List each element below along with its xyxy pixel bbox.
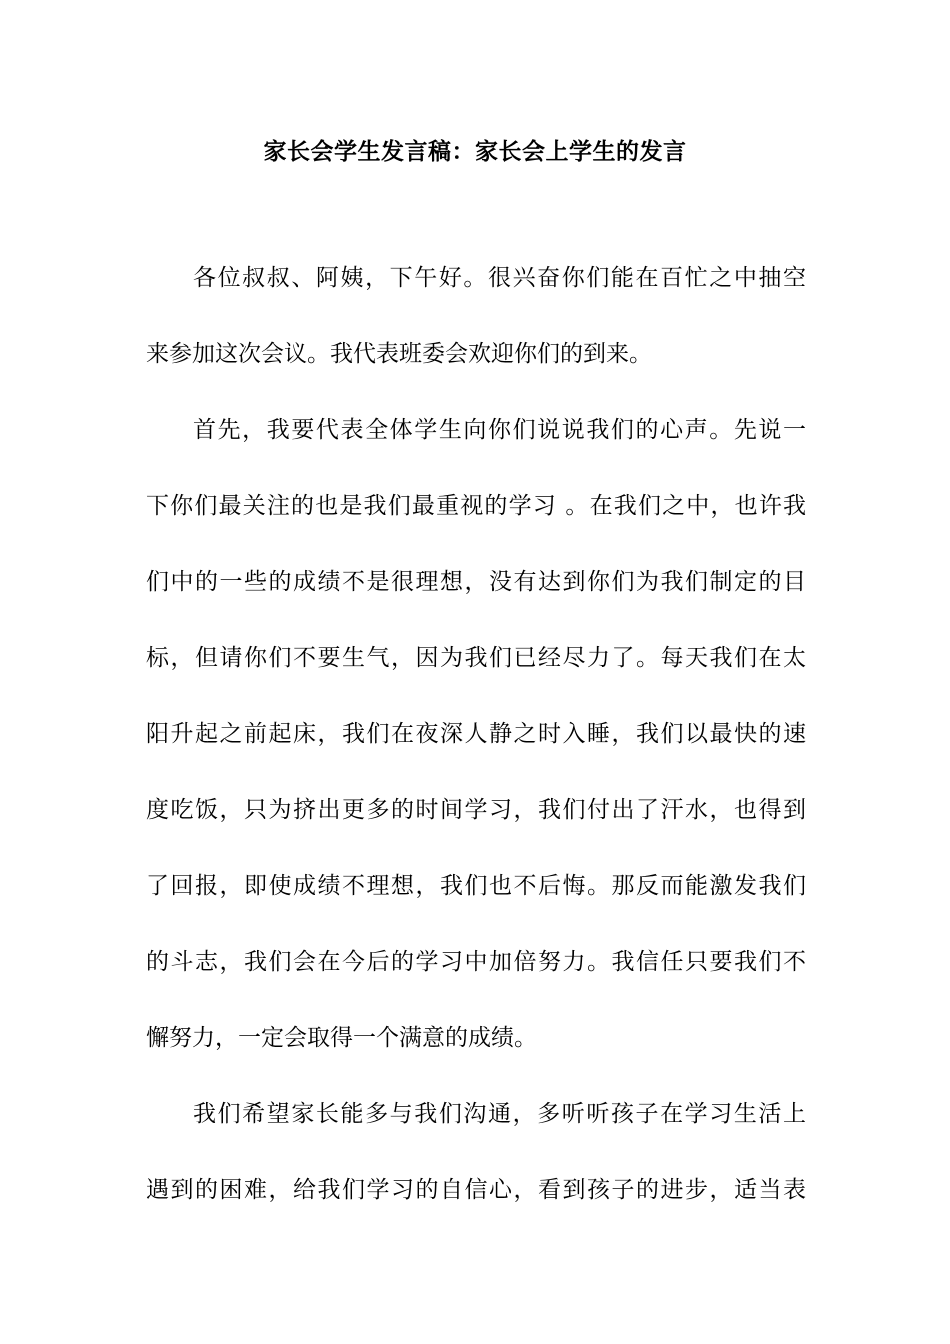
text-line: 阳升起之前起床，我们在夜深人静之时入睡，我们以最快的速 [146, 721, 806, 747]
text-line: 来参加这次会议。我代表班委会欢迎你们的到来。 [146, 341, 652, 367]
text-line: 们中的一些的成绩不是很理想，没有达到你们为我们制定的目 [146, 569, 806, 595]
text-line: 懈努力，一定会取得一个满意的成绩。 [146, 1025, 537, 1051]
text-line: 度吃饭，只为挤出更多的时间学习，我们付出了汗水，也得到 [146, 797, 806, 823]
text-line: 我们希望家长能多与我们沟通，多听听孩子在学习生活上 [193, 1101, 806, 1127]
text-line: 下你们最关注的也是我们最重视的学习 。在我们之中，也许我 [146, 493, 806, 519]
document-title: 家长会学生发言稿：家长会上学生的发言 [263, 138, 687, 165]
text-line: 遇到的困难，给我们学习的自信心，看到孩子的进步，适当表 [146, 1177, 806, 1203]
text-line: 首先，我要代表全体学生向你们说说我们的心声。先说一 [193, 417, 806, 443]
text-line: 各位叔叔、阿姨，下午好。很兴奋你们能在百忙之中抽空 [193, 265, 806, 291]
document-body [146, 260, 806, 1248]
text-line: 的斗志，我们会在今后的学习中加倍努力。我信任只要我们不 [146, 949, 806, 975]
text-line: 标，但请你们不要生气，因为我们已经尽力了。每天我们在太 [146, 645, 806, 671]
text-line: 了回报，即使成绩不理想，我们也不后悔。那反而能激发我们 [146, 873, 806, 899]
